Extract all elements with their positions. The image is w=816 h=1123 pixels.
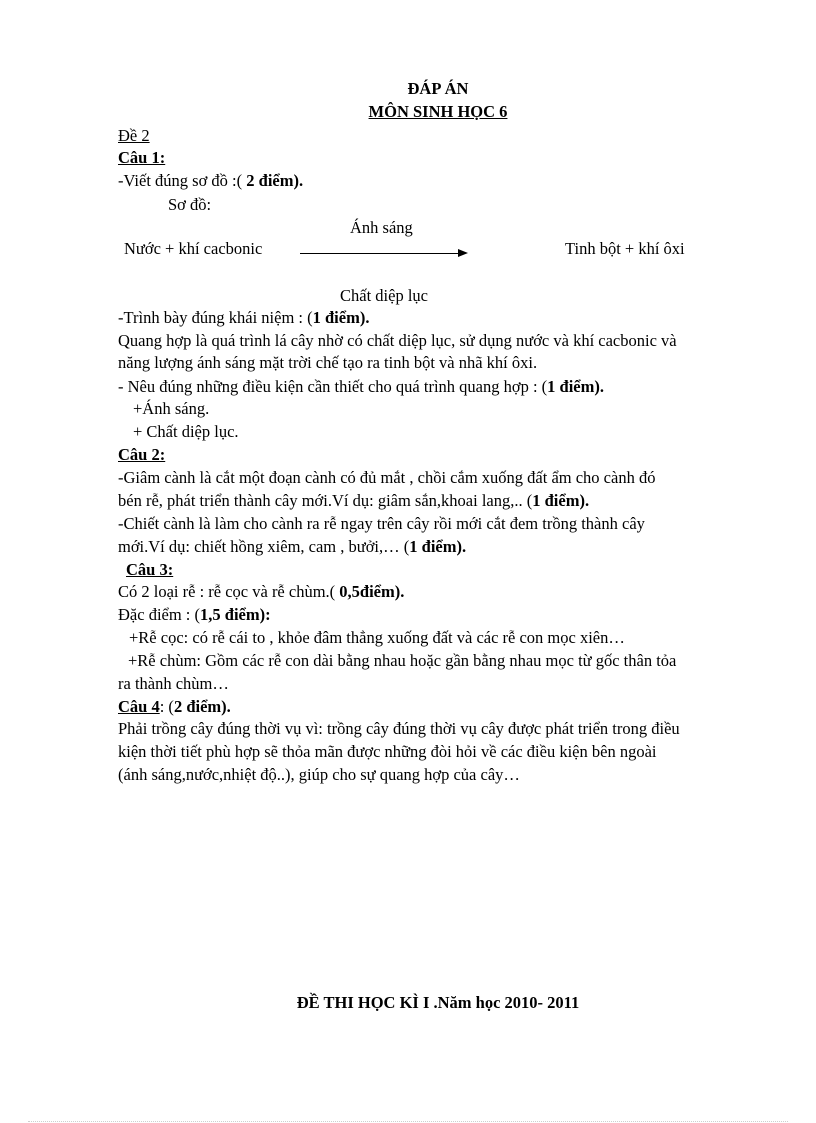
diagram-below-arrow: Chất diệp lục <box>340 286 428 305</box>
q1-line-2 <box>118 307 369 329</box>
question-1-heading: Câu 1: <box>118 148 166 167</box>
doc-title: ĐÁP ÁN <box>407 79 469 98</box>
q2-para-4 <box>118 536 466 558</box>
diagram-above-arrow: Ánh sáng <box>350 218 413 237</box>
q3-line-2-score: 1,5 điểm): <box>200 605 271 624</box>
q1-line-1-score: 2 điểm). <box>242 171 304 190</box>
question-4-heading <box>118 696 231 718</box>
q1-line-3-score: 1 điểm). <box>547 377 604 396</box>
diagram-arrow <box>300 253 460 254</box>
question-4-score: 2 điểm). <box>173 697 231 716</box>
q1-para-2: năng lượng ánh sáng mặt trời chế tạo ra tinh bột và nhã khí ôxi. <box>118 353 538 372</box>
arrow-head-icon <box>458 249 468 257</box>
q2-para-1: -Giâm cành là cắt một đoạn cành có đủ mắt , chồi cắm xuống đất ẩm cho cành đó <box>118 468 656 487</box>
q2-para-3: -Chiết cành là làm cho cành ra rễ ngay trên cây rồi mới cắt đem trồng thành cây <box>118 514 645 533</box>
condition-chlorophyll: + Chất diệp lục. <box>133 422 239 441</box>
q3-line-1-score: 0,5điểm). <box>335 582 405 601</box>
question-3-heading: Câu 3: <box>126 560 174 579</box>
q4-para-2: kiện thời tiết phù hợp sẽ thỏa mãn được những đòi hỏi về các điều kiện bên ngoài <box>118 742 657 761</box>
diagram-products: Tinh bột + khí ôxi <box>565 239 685 258</box>
root-fibrous: +Rễ chùm: Gồm các rễ con dài bằng nhau hoặc gần bằng nhau mọc từ gốc thân tỏa <box>128 651 677 670</box>
q2-para-2-text: bén rễ, phát triển thành cây mới.Ví dụ: giâm sắn,khoai lang,.. ( <box>118 491 533 510</box>
q4-para-1: Phải trồng cây đúng thời vụ vì: trồng cây đúng thời vụ cây được phát triển trong điều <box>118 719 680 738</box>
q3-line-1 <box>118 581 404 603</box>
q1-line-1 <box>118 170 303 192</box>
q1-line-1-text: -Viết đúng sơ đồ :( <box>118 171 243 190</box>
q2-para-4-text: mới.Ví dụ: chiết hồng xiêm, cam , bưởi,… ( <box>118 537 410 556</box>
doc-subtitle: MÔN SINH HỌC 6 <box>368 102 508 121</box>
q1-line-3 <box>118 376 604 398</box>
exam-footer-title: ĐỀ THI HỌC KÌ I .Năm học 2010- 2011 <box>296 993 580 1012</box>
q1-line-3-text: - Nêu đúng những điều kiện cần thiết cho quá trình quang hợp : ( <box>118 377 548 396</box>
q1-line-2-text: -Trình bày đúng khái niệm : ( <box>118 308 313 327</box>
question-4-label: Câu 4 <box>118 697 160 716</box>
diagram-reactants: Nước + khí cacbonic <box>124 239 263 258</box>
page-divider <box>28 1121 788 1122</box>
q3-line-2 <box>118 604 271 626</box>
q3-line-1-text: Có 2 loại rễ : rễ cọc và rễ chùm.( <box>118 582 336 601</box>
question-4-sep: : ( <box>159 697 174 716</box>
q1-line-2-score: 1 điểm). <box>312 308 370 327</box>
q2-para-4-score: 1 điểm). <box>409 537 467 556</box>
q2-para-2-score: 1 điểm). <box>532 491 590 510</box>
q1-para-1: Quang hợp là quá trình lá cây nhờ có chất diệp lục, sử dụng nước và khí cacbonic và <box>118 331 677 350</box>
condition-light: +Ánh sáng. <box>133 399 210 418</box>
question-2-heading: Câu 2: <box>118 445 166 464</box>
q3-line-2-text: Đặc điểm : ( <box>118 605 201 624</box>
q4-para-3: (ánh sáng,nước,nhiệt độ..), giúp cho sự quang hợp của cây… <box>118 765 520 784</box>
diagram-label: Sơ đồ: <box>168 195 212 214</box>
q2-para-2 <box>118 490 589 512</box>
root-tap: +Rễ cọc: có rễ cái to , khỏe đâm thẳng xuống đất và các rễ con mọc xiên… <box>129 628 625 647</box>
exam-variant: Đề 2 <box>118 126 150 145</box>
root-fibrous-cont: ra thành chùm… <box>118 674 229 693</box>
